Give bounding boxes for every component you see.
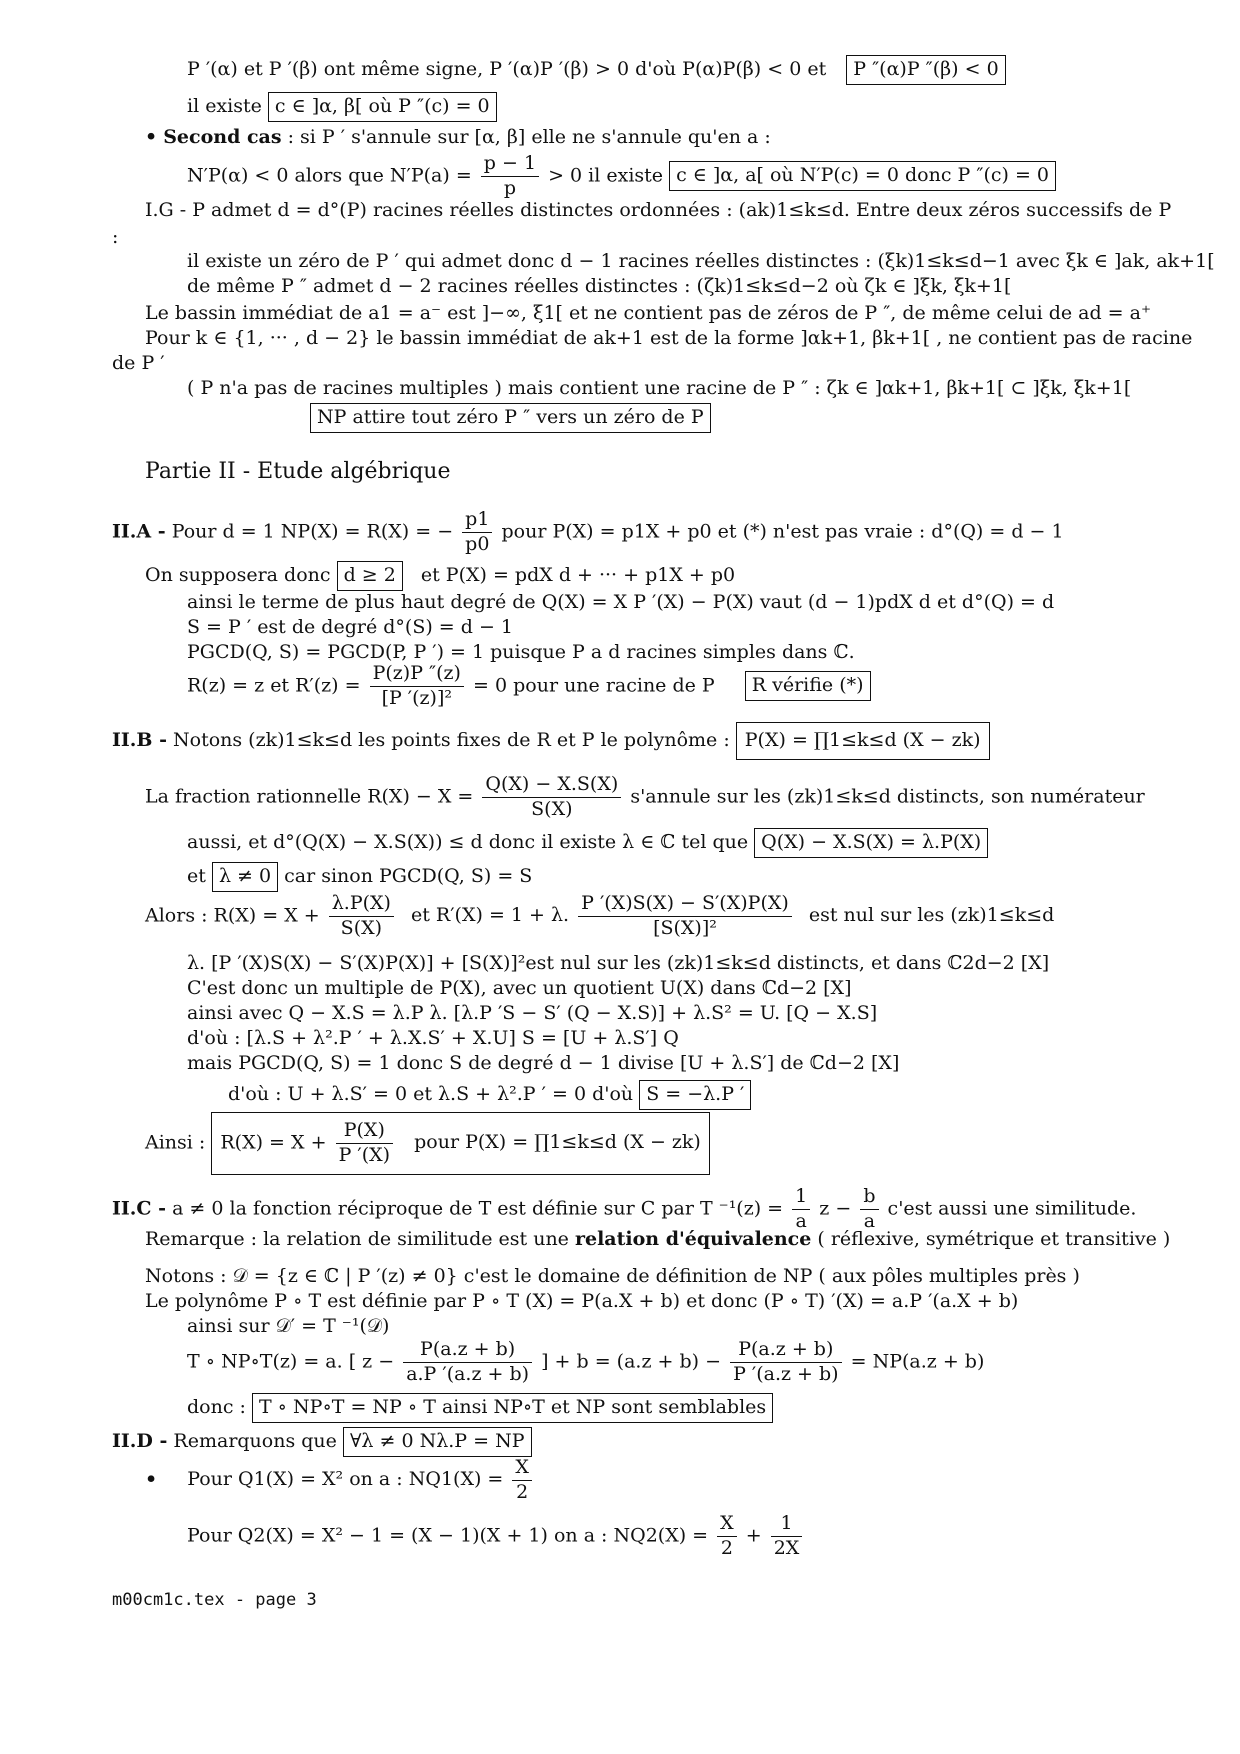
boxed-result: P ″(α)P ″(β) < 0 — [846, 55, 1005, 85]
text: P ′(α) et P ′(β) ont même signe, P ′(α)P ′(β) > 0 d'où P(α)P(β) < 0 et — [187, 58, 827, 80]
line-36 — [187, 1338, 984, 1387]
numerator: p − 1 — [481, 152, 539, 177]
denominator: a.P ′(a.z + b) — [406, 1362, 530, 1385]
fraction — [329, 892, 394, 941]
numerator: λ.P(X) — [329, 892, 394, 917]
fraction — [370, 662, 464, 711]
line-39 — [145, 1456, 535, 1505]
denominator: 2 — [516, 1480, 529, 1503]
fraction — [482, 773, 621, 822]
text: d'où : U + λ.S′ = 0 et λ.S + λ².P ′ = 0 d'où — [228, 1083, 634, 1105]
line-15: ainsi le terme de plus haut degré de Q(X) = X P ′(X) − P(X) vaut (d − 1)pdX d et d°(Q) = d — [187, 591, 1055, 613]
fraction — [771, 1512, 803, 1561]
text: Remarquons que — [173, 1430, 337, 1452]
text: et P(X) = pdX d + ··· + p1X + p0 — [420, 564, 736, 586]
bold-term: relation d'équivalence — [574, 1228, 812, 1250]
text: Alors : R(X) = X + — [145, 904, 320, 927]
numerator: 1 — [792, 1185, 810, 1210]
text: Notons (zk)1≤k≤d les points fixes de R et P le polynôme : — [173, 729, 730, 751]
denominator: p — [503, 176, 516, 199]
line-2 — [187, 92, 497, 122]
denominator: p0 — [465, 532, 490, 555]
boxed-result: P(X) = ∏1≤k≤d (X − zk) — [736, 722, 990, 760]
text: car sinon PGCD(Q, S) = S — [284, 865, 533, 887]
line-32 — [145, 1228, 1170, 1252]
line-23 — [145, 892, 1054, 941]
text: ( réflexive, symétrique et transitive ) — [817, 1228, 1171, 1250]
fraction — [481, 152, 539, 201]
boxed-result: λ ≠ 0 — [212, 862, 278, 892]
text: On supposera donc — [145, 564, 331, 586]
denominator: S(X) — [531, 797, 573, 820]
line-10: de P ′ — [112, 352, 165, 374]
bullet: • — [145, 1468, 158, 1491]
denominator: a — [795, 1209, 807, 1232]
denominator: 2 — [720, 1536, 733, 1559]
text: aussi, et d°(Q(X) − X.S(X)) ≤ d donc il existe λ ∈ ℂ tel que — [187, 831, 749, 853]
line-25: C'est donc un multiple de P(X), avec un quotient U(X) dans ℂd−2 [X] — [187, 977, 852, 999]
line-40 — [187, 1512, 805, 1561]
boxed-result: T ∘ NP∘T = NP ∘ T ainsi NP∘T et NP sont semblables — [252, 1393, 773, 1423]
text: La fraction rationnelle R(X) − X = — [145, 785, 474, 808]
line-20 — [145, 773, 1145, 822]
boxed-result: c ∈ ]α, a[ où N′P(c) = 0 donc P ″(c) = 0 — [669, 161, 1056, 191]
text: c'est aussi une similitude. — [887, 1197, 1137, 1220]
numerator: P(z)P ″(z) — [370, 662, 464, 687]
numerator: 1 — [771, 1512, 803, 1537]
denominator: P ′(a.z + b) — [733, 1362, 839, 1385]
line-29 — [228, 1080, 751, 1110]
text: R(z) = z et R′(z) = — [187, 674, 361, 697]
text: s'annule sur les (zk)1≤k≤d distincts, son numérateur — [630, 785, 1145, 808]
line-18 — [187, 662, 871, 711]
text: et — [187, 865, 206, 887]
text: = NP(a.z + b) — [850, 1350, 985, 1373]
line-16: S = P ′ est de degré d°(S) = d − 1 — [187, 616, 513, 638]
boxed-result: S = −λ.P ′ — [639, 1080, 751, 1110]
line-21 — [187, 828, 988, 858]
boxed-result: d ≥ 2 — [337, 561, 403, 591]
numerator: X — [512, 1456, 532, 1481]
text: T ∘ NP∘T(z) = a. [ z − — [187, 1350, 395, 1373]
boxed-result: c ∈ ]α, β[ où P ″(c) = 0 — [268, 92, 497, 122]
numerator: P(a.z + b) — [403, 1338, 532, 1363]
line-30 — [145, 1112, 710, 1175]
text: : si P ′ s'annule sur [α, β] elle ne s'annule qu'en a : — [287, 126, 771, 148]
fraction — [462, 508, 492, 557]
subsection-label: II.A - — [112, 520, 166, 543]
line-13 — [112, 508, 1064, 557]
fraction — [512, 1456, 532, 1505]
line-6: il existe un zéro de P ′ qui admet donc d − 1 racines réelles distinctes : (ξk)1≤k≤d−1 avec ξk ∈ ]ak, ak+1[ — [187, 250, 1215, 272]
numerator: Q(X) − X.S(X) — [482, 773, 621, 798]
numerator: P(X) — [336, 1119, 394, 1144]
line-26: ainsi avec Q − X.S = λ.P λ. [λ.P ′S − S′ (Q − X.S)] + λ.S² = U. [Q − X.S] — [187, 1002, 878, 1024]
line-7: de même P ″ admet d − 2 racines réelles distinctes : (ζk)1≤k≤d−2 où ζk ∈ ]ξk, ξk+1[ — [187, 275, 1012, 297]
text: N′P(α) < 0 alors que N′P(a) = — [187, 164, 472, 187]
denominator: a — [863, 1209, 876, 1232]
section-title: Partie II - Etude algébrique — [145, 459, 451, 484]
boxed-result: ∀λ ≠ 0 Nλ.P = NP — [343, 1427, 532, 1457]
text: il existe — [187, 95, 262, 117]
text: est nul sur les (zk)1≤k≤d — [808, 904, 1055, 927]
line-27: d'où : [λ.S + λ².P ′ + λ.X.S′ + X.U] S = [U + λ.S′] Q — [187, 1027, 679, 1049]
text: Remarque : la relation de similitude est une — [145, 1228, 569, 1250]
page-footer: m00cm1c.tex - page 3 — [112, 1590, 317, 1610]
line-22 — [187, 862, 532, 892]
bullet: • — [145, 126, 158, 148]
text: Ainsi : — [145, 1131, 206, 1154]
fraction — [336, 1119, 394, 1168]
numerator: P(a.z + b) — [730, 1338, 842, 1363]
line-38 — [112, 1427, 532, 1457]
line-1 — [187, 55, 1006, 85]
line-31 — [112, 1185, 1136, 1234]
line-19 — [112, 722, 990, 760]
line-28: mais PGCD(Q, S) = 1 donc S de degré d − 1 divise [U + λ.S′] de ℂd−2 [X] — [187, 1052, 900, 1074]
line-35: ainsi sur 𝒟′ = T ⁻¹(𝒟) — [187, 1315, 390, 1337]
line-5: I.G - P admet d = d°(P) racines réelles distinctes ordonnées : (ak)1≤k≤d. Entre deux zéros successifs de P — [145, 199, 1172, 221]
text: ] + b = (a.z + b) − — [541, 1350, 722, 1373]
fraction — [730, 1338, 842, 1387]
line-17: PGCD(Q, S) = PGCD(P, P ′) = 1 puisque P a d racines simples dans ℂ. — [187, 641, 855, 663]
fraction — [403, 1338, 532, 1387]
case-title: Second cas — [163, 126, 282, 148]
subsection-label: II.B - — [112, 729, 167, 751]
numerator: P ′(X)S(X) − S′(X)P(X) — [578, 892, 792, 917]
numerator: b — [860, 1185, 878, 1210]
boxed-result: R vérifie (*) — [745, 671, 871, 701]
denominator: [P ′(z)]² — [381, 686, 452, 709]
text: pour P(X) = p1X + p0 et (*) n'est pas vraie : d°(Q) = d − 1 — [501, 520, 1064, 543]
line-3 — [145, 126, 771, 150]
fraction — [578, 892, 792, 941]
line-9: Pour k ∈ {1, ··· , d − 2} le bassin immédiat de ak+1 est de la forme ]αk+1, βk+1[ , ne contient pas de racine — [145, 327, 1193, 349]
line-14 — [145, 561, 735, 591]
denominator: S(X) — [340, 916, 383, 939]
text: pour P(X) = ∏1≤k≤d (X − zk) — [414, 1131, 701, 1154]
line-11: ( P n'a pas de racines multiples ) mais contient une racine de P ″ : ζk ∈ ]αk+1, βk+1[ ⊂ ]ξk, ξk+1[ — [187, 377, 1132, 399]
fraction — [860, 1185, 878, 1234]
line-33: Notons : 𝒟 = {z ∈ ℂ | P ′(z) ≠ 0} c'est le domaine de définition de NP ( aux pôles multiples près ) — [145, 1265, 1080, 1287]
boxed-result — [211, 1112, 710, 1175]
line-24: λ. [P ′(X)S(X) − S′(X)P(X)] + [S(X)]²est nul sur les (zk)1≤k≤d distincts, et dans ℂ2d−2 [X] — [187, 952, 1050, 974]
text: Pour Q1(X) = X² on a : NQ1(X) = — [187, 1468, 504, 1491]
numerator: p1 — [462, 508, 492, 533]
text: R(X) = X + — [220, 1131, 327, 1154]
text: et R′(X) = 1 + λ. — [411, 904, 570, 927]
text: donc : — [187, 1396, 246, 1418]
denominator: 2X — [773, 1536, 800, 1559]
subsection-label: II.C - — [112, 1197, 167, 1220]
subsection-label: II.D - — [112, 1430, 168, 1452]
line-4 — [187, 152, 1056, 201]
fraction — [792, 1185, 810, 1234]
line-37 — [187, 1393, 773, 1423]
line-8: Le bassin immédiat de a1 = a⁻ est ]−∞, ξ1[ et ne contient pas de zéros de P ″, de même celui de ad = a⁺ — [145, 302, 1151, 324]
text: z − — [819, 1197, 852, 1220]
text: + — [745, 1524, 762, 1547]
numerator: X — [717, 1512, 737, 1537]
line-5b: : — [112, 226, 119, 248]
text: Pour Q2(X) = X² − 1 = (X − 1)(X + 1) on a : NQ2(X) = — [187, 1524, 709, 1547]
boxed-result: Q(X) − X.S(X) = λ.P(X) — [754, 828, 988, 858]
line-12 — [310, 403, 711, 433]
text: Pour d = 1 NP(X) = R(X) = − — [171, 520, 454, 543]
denominator: [S(X)]² — [653, 916, 717, 939]
text: > 0 il existe — [548, 164, 664, 187]
fraction — [717, 1512, 737, 1561]
text: a ≠ 0 la fonction réciproque de T est définie sur C par T ⁻¹(z) = — [172, 1197, 784, 1220]
denominator: P ′(X) — [338, 1143, 391, 1166]
line-34: Le polynôme P ∘ T est définie par P ∘ T (X) = P(a.X + b) et donc (P ∘ T) ′(X) = a.P ′(a.X + b) — [145, 1290, 1019, 1312]
text: = 0 pour une racine de P — [473, 674, 715, 697]
boxed-result: NP attire tout zéro P ″ vers un zéro de P — [310, 403, 711, 433]
